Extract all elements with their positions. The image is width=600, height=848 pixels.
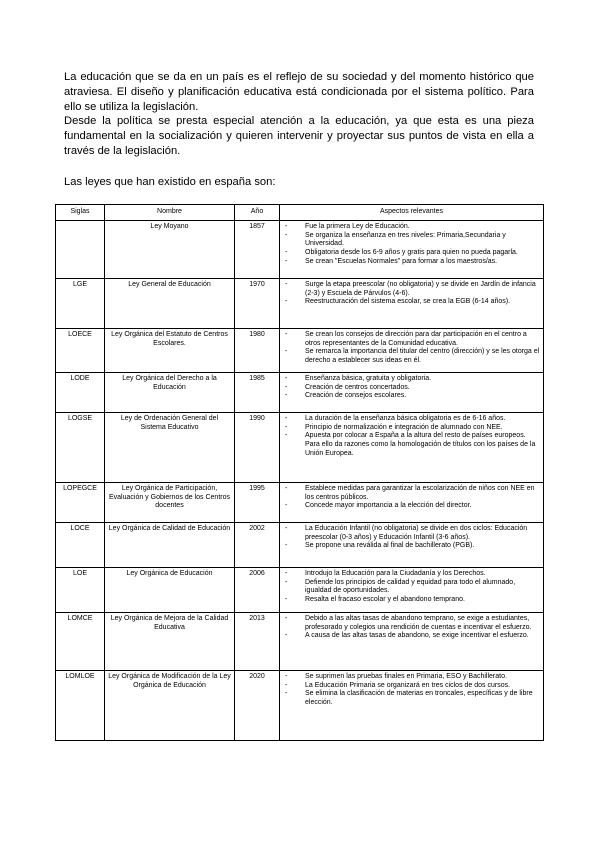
cell-siglas: LOE: [56, 568, 105, 613]
cell-nombre: Ley Orgánica de Mejora de la Calidad Educativa: [105, 613, 235, 671]
aspect-item: - Defiende los principios de calidad y equidad para todo el alumnado, igualdad de oportunidades.: [283, 579, 540, 596]
aspect-item: - Fue la primera Ley de Educación.: [283, 223, 540, 232]
table-row: [56, 279, 544, 329]
table-row: [56, 671, 544, 741]
cell-aspectos: [280, 221, 544, 279]
aspect-item: - Apuesta por colocar a España a la altura del resto de países europeos. Para ello da razones como la homologación de títulos con los países de la Unión Europea.: [283, 432, 540, 458]
intro-text: [64, 70, 534, 159]
cell-anio: 1970: [235, 279, 280, 329]
table-row: [56, 483, 544, 523]
cell-nombre: Ley Moyano: [105, 221, 235, 279]
aspect-item: - La Educación Infantil (no obligatoria) se divide en dos ciclos: Educación preescolar (0-3 años) y Educación Infantil (3-6 años).: [283, 525, 540, 542]
cell-siglas: LOMLOE: [56, 671, 105, 741]
aspects-list: [283, 570, 540, 605]
cell-siglas: LOMCE: [56, 613, 105, 671]
aspects-list: [283, 281, 540, 307]
cell-nombre: Ley Orgánica del Derecho a la Educación: [105, 373, 235, 413]
cell-aspectos: [280, 613, 544, 671]
aspects-list: [283, 485, 540, 511]
aspect-item: - Principio de normalización e integración de alumnado con NEE.: [283, 424, 540, 433]
aspects-list: [283, 615, 540, 641]
aspect-item: - Debido a las altas tasas de abandono temprano, se exige a estudiantes, profesorado y colegios una rendición de cuentas e incentivar el esfuerzo.: [283, 615, 540, 632]
cell-siglas: [56, 221, 105, 279]
cell-siglas: LOPEGCE: [56, 483, 105, 523]
aspects-list: [283, 223, 540, 267]
table-row: [56, 221, 544, 279]
header-aspectos: Aspectos relevantes: [280, 205, 544, 221]
aspect-item: - La duración de la enseñanza básica obligatoria es de 6-16 años.: [283, 415, 540, 424]
cell-anio: 1857: [235, 221, 280, 279]
cell-anio: 1995: [235, 483, 280, 523]
cell-anio: 1990: [235, 413, 280, 483]
aspect-item: - Concede mayor importancia a la elección del director.: [283, 502, 540, 511]
table-row: [56, 413, 544, 483]
aspect-item: - Introdujo la Educación para la Ciudadanía y los Derechos.: [283, 570, 540, 579]
table-header-row: [56, 205, 544, 221]
aspect-item: - Establece medidas para garantizar la escolarización de niños con NEE en los centros públicos.: [283, 485, 540, 502]
table-row: [56, 568, 544, 613]
aspect-item: - Se crean los consejos de dirección para dar participación en el centro a otros representantes de la Comunidad educativa.: [283, 331, 540, 348]
cell-anio: 2006: [235, 568, 280, 613]
aspect-item: - Se suprimen las pruebas finales en Primaria, ESO y Bachillerato.: [283, 673, 540, 682]
header-siglas: Siglas: [56, 205, 105, 221]
aspects-list: [283, 415, 540, 459]
aspects-list: [283, 375, 540, 401]
table-row: [56, 373, 544, 413]
aspect-item: - Se propone una reválida al final de bachillerato (PGB).: [283, 542, 540, 551]
aspect-item: - La Educación Primaria se organizará en tres ciclos de dos cursos.: [283, 682, 540, 691]
aspect-item: - Se remarca la importancia del titular del centro (dirección) y se les otorga el derecho a establecer sus ideas en él.: [283, 348, 540, 365]
header-anio: Año: [235, 205, 280, 221]
cell-nombre: Ley General de Educación: [105, 279, 235, 329]
cell-siglas: LODE: [56, 373, 105, 413]
cell-nombre: Ley Orgánica de Participación, Evaluación y Gobiernos de los Centros docentes: [105, 483, 235, 523]
cell-nombre: Ley Orgánica de Modificación de la Ley Orgánica de Educación: [105, 671, 235, 741]
cell-siglas: LGE: [56, 279, 105, 329]
cell-aspectos: [280, 373, 544, 413]
cell-aspectos: [280, 671, 544, 741]
aspect-item: - Obligatoria desde los 6-9 años y gratis para quien no pueda pagarla.: [283, 249, 540, 258]
education-laws-table: [55, 204, 544, 741]
aspect-item: - Enseñanza básica, gratuita y obligatoria.: [283, 375, 540, 384]
aspects-list: [283, 331, 540, 366]
cell-aspectos: [280, 413, 544, 483]
aspect-item: - Creación de centros concertados.: [283, 384, 540, 393]
intro-paragraph-2: Desde la política se presta especial atención a la educación, ya que esta es una pieza fundamental en la socialización y quieren intervenir y proyectar sus puntos de vista en ella a través de la legislación.: [64, 115, 534, 157]
header-nombre: Nombre: [105, 205, 235, 221]
cell-anio: 2002: [235, 523, 280, 568]
cell-anio: 2013: [235, 613, 280, 671]
aspects-list: [283, 525, 540, 551]
aspect-item: - Se elimina la clasificación de materias en troncales, específicas y de libre elección.: [283, 690, 540, 707]
table-row: [56, 523, 544, 568]
cell-siglas: LOECE: [56, 329, 105, 373]
aspect-item: - Resalta el fracaso escolar y el abandono temprano.: [283, 596, 540, 605]
table-row: [56, 613, 544, 671]
cell-nombre: Ley Orgánica del Estatuto de Centros Escolares.: [105, 329, 235, 373]
cell-anio: 1980: [235, 329, 280, 373]
cell-nombre: Ley Orgánica de Educación: [105, 568, 235, 613]
cell-aspectos: [280, 329, 544, 373]
aspect-item: - Creación de consejos escolares.: [283, 392, 540, 401]
cell-siglas: LOGSE: [56, 413, 105, 483]
cell-nombre: Ley Orgánica de Calidad de Educación: [105, 523, 235, 568]
cell-aspectos: [280, 523, 544, 568]
table-lead-text: Las leyes que han existido en españa son:: [64, 176, 276, 188]
cell-siglas: LOCE: [56, 523, 105, 568]
table-row: [56, 329, 544, 373]
intro-paragraph-1: La educación que se da en un país es el reflejo de su sociedad y del momento histórico que atraviesa. El diseño y planificación educativa está condicionada por el sistema político. Para ello se utiliza la legislación.: [64, 71, 534, 113]
cell-anio: 2020: [235, 671, 280, 741]
cell-aspectos: [280, 483, 544, 523]
cell-nombre: Ley de Ordenación General del Sistema Educativo: [105, 413, 235, 483]
cell-anio: 1985: [235, 373, 280, 413]
aspects-list: [283, 673, 540, 708]
aspect-item: - A causa de las altas tasas de abandono, se exige incentivar el esfuerzo.: [283, 632, 540, 641]
cell-aspectos: [280, 279, 544, 329]
aspect-item: - Reestructuración del sistema escolar, se crea la EGB (6-14 años).: [283, 298, 540, 307]
cell-aspectos: [280, 568, 544, 613]
aspect-item: - Se crean "Escuelas Normales" para formar a los maestros/as.: [283, 258, 540, 267]
table-body: [56, 221, 544, 741]
aspect-item: - Se organiza la enseñanza en tres niveles: Primaria,Secundaria y Universidad.: [283, 232, 540, 249]
aspect-item: - Surge la etapa preescolar (no obligatoria) y se divide en Jardín de infancia (2-3) y Escuela de Párvulos (4-6).: [283, 281, 540, 298]
